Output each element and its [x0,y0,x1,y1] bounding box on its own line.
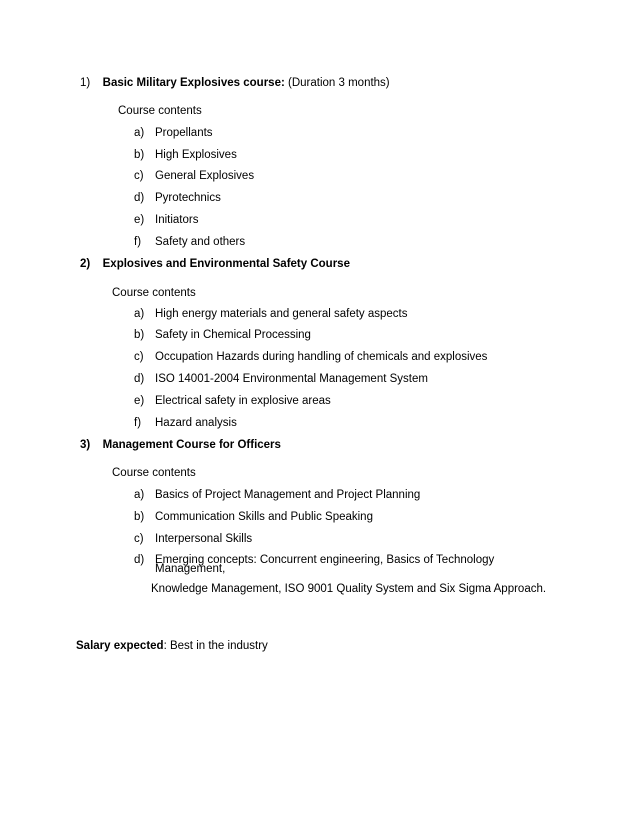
item-letter: c) [134,170,144,182]
item-text: Electrical safety in explosive areas [155,395,331,407]
item-letter: f) [134,417,142,429]
item-letter: d) [134,554,145,566]
section-2-contents-label: Course contents [112,287,196,299]
section-number: 3) [80,439,91,451]
item-text: Safety in Chemical Processing [155,329,311,341]
item-letter: b) [134,511,145,523]
trailing-line: Knowledge Management, ISO 9001 Quality System and Six Sigma Approach. [151,583,547,595]
section-2-heading [80,257,350,271]
item-letter: a) [134,308,145,320]
item-letter: c) [134,533,144,545]
item-letter: b) [134,149,145,161]
item-text: Emerging concepts: Concurrent engineering, Basics of Technology [155,554,495,566]
salary-label: Salary expected [76,640,164,652]
item-letter: e) [134,214,145,226]
section-3-heading [80,438,281,452]
section-title: Explosives and Environmental Safety Course [102,258,350,270]
item-letter: d) [134,192,145,204]
item-text: Safety and others [155,236,246,248]
section-3-contents-label: Course contents [112,467,196,479]
section-duration: (Duration 3 months) [284,77,390,89]
item-text: ISO 14001-2004 Environmental Management System [155,373,428,385]
list-item-continuation: Management, [155,563,226,575]
salary-value: : Best in the industry [163,640,268,652]
item-letter: d) [134,373,145,385]
section-title: Management Course for Officers [102,439,281,451]
item-text: Basics of Project Management and Project Planning [155,489,421,501]
section-1-heading [80,76,390,90]
item-text: Initiators [155,214,199,226]
item-text: Occupation Hazards during handling of chemicals and explosives [155,351,488,363]
item-text: General Explosives [155,170,255,182]
item-text: Propellants [155,127,213,139]
item-text: High energy materials and general safety aspects [155,308,408,320]
item-text: Communication Skills and Public Speaking [155,511,373,523]
item-letter: b) [134,329,145,341]
item-letter: c) [134,351,144,363]
section-number: 2) [80,258,91,270]
item-text: High Explosives [155,149,237,161]
item-letter: f) [134,236,142,248]
section-number: 1) [80,77,91,89]
item-text: Pyrotechnics [155,192,221,204]
section-1-contents-label: Course contents [118,105,202,117]
item-letter: a) [134,127,145,139]
item-letter: e) [134,395,145,407]
item-letter: a) [134,489,145,501]
salary-line [76,639,268,653]
item-text: Interpersonal Skills [155,533,253,545]
section-title: Basic Military Explosives course: [102,77,285,89]
item-text: Hazard analysis [155,417,237,429]
